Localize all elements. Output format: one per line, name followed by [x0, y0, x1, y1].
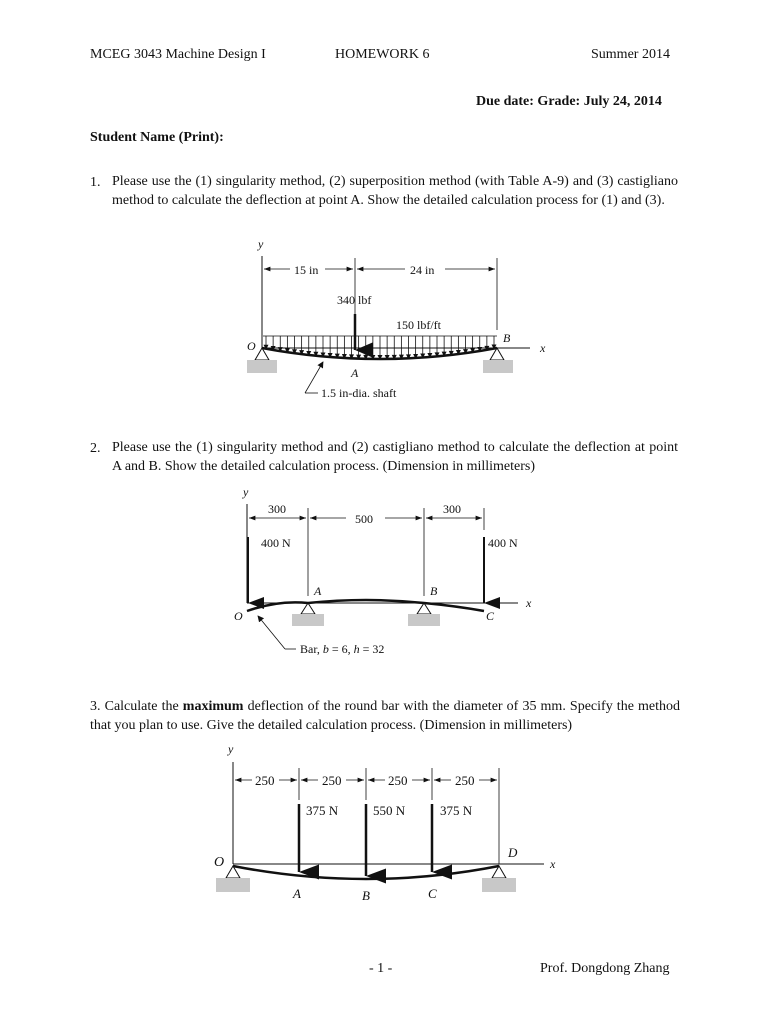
q3-point-a-label: A	[293, 886, 301, 901]
q1-point-a-label: A	[351, 366, 359, 380]
q2-origin-label: O	[234, 609, 243, 623]
q1-dim-left: 15 in	[294, 263, 319, 277]
q2-point-b-label: B	[430, 584, 438, 598]
q1-point-load-label: 340 lbf	[337, 293, 372, 307]
student-name-label: Student Name (Print):	[90, 130, 224, 145]
q3-support-right	[482, 866, 516, 892]
q3-load-2-label: 550 N	[373, 803, 406, 818]
q2-dim-2: 500	[355, 512, 373, 526]
q1-dim-right: 24 in	[410, 263, 435, 277]
q2-dim-3: 300	[443, 502, 461, 516]
q1-dist-load-label: 150 lbf/ft	[396, 318, 441, 332]
q3-point-d-label: D	[508, 845, 518, 860]
footer-author: Prof. Dongdong Zhang	[540, 961, 670, 976]
q2-point-c-label: C	[486, 609, 495, 623]
q2-axis-y: y	[243, 485, 249, 499]
q1-number: 1.	[90, 175, 101, 190]
q2-number: 2.	[90, 441, 101, 456]
q3-axis-y: y	[228, 742, 234, 756]
q2-load-right-label: 400 N	[488, 536, 518, 550]
q3-point-c-label: C	[428, 886, 437, 901]
q3-dim-2: 250	[322, 773, 342, 788]
q1-axis-y: y	[258, 237, 264, 251]
q3-axis-x: x	[550, 857, 556, 871]
q3-load-3-label: 375 N	[440, 803, 473, 818]
assignment-title: HOMEWORK 6	[335, 47, 430, 62]
due-date: Due date: Grade: July 24, 2014	[476, 94, 662, 109]
q2-point-a-label: A	[314, 584, 322, 598]
q3-point-b-label: B	[362, 888, 370, 903]
q2-axis-x: x	[526, 596, 532, 610]
q2-text: Please use the (1) singularity method and (2) castigliano method to calculate the deflection at point A and B. Show the detailed calculation process. (Dimension in millimeters)	[112, 440, 678, 474]
q3-dim-1: 250	[255, 773, 275, 788]
q1-point-b-label: B	[503, 331, 511, 345]
q2-dim-1: 300	[268, 502, 286, 516]
q1-origin-label: O	[247, 339, 256, 353]
q3-dim-3: 250	[388, 773, 408, 788]
q3-origin-label: O	[214, 855, 225, 870]
q1-axis-x: x	[540, 341, 546, 355]
q3-emphasis: maximum	[182, 699, 244, 714]
q1-text: Please use the (1) singularity method, (2) superposition method (with Table A-9) and (3) castigliano method to calculate the deflection at point A. Show the detailed calculation process for (1) and (3).	[112, 174, 678, 208]
term-label: Summer 2014	[591, 47, 670, 62]
q2-load-left-label: 400 N	[261, 536, 291, 550]
q1-shaft-label: 1.5 in-dia. shaft	[321, 386, 397, 400]
page-number: - 1 -	[369, 961, 393, 976]
course-title: MCEG 3043 Machine Design I	[90, 47, 266, 62]
q3-dim-4: 250	[455, 773, 475, 788]
q2-bar-label: Bar, b = 6, h = 32	[300, 642, 385, 656]
q3-load-1-label: 375 N	[306, 803, 339, 818]
q3-text: 3. Calculate the maximum deflection of the round bar with the diameter of 35 mm. Specify the method that you plan to use. Give the detailed calculation process. (Dimension in millimeters)	[90, 699, 681, 733]
